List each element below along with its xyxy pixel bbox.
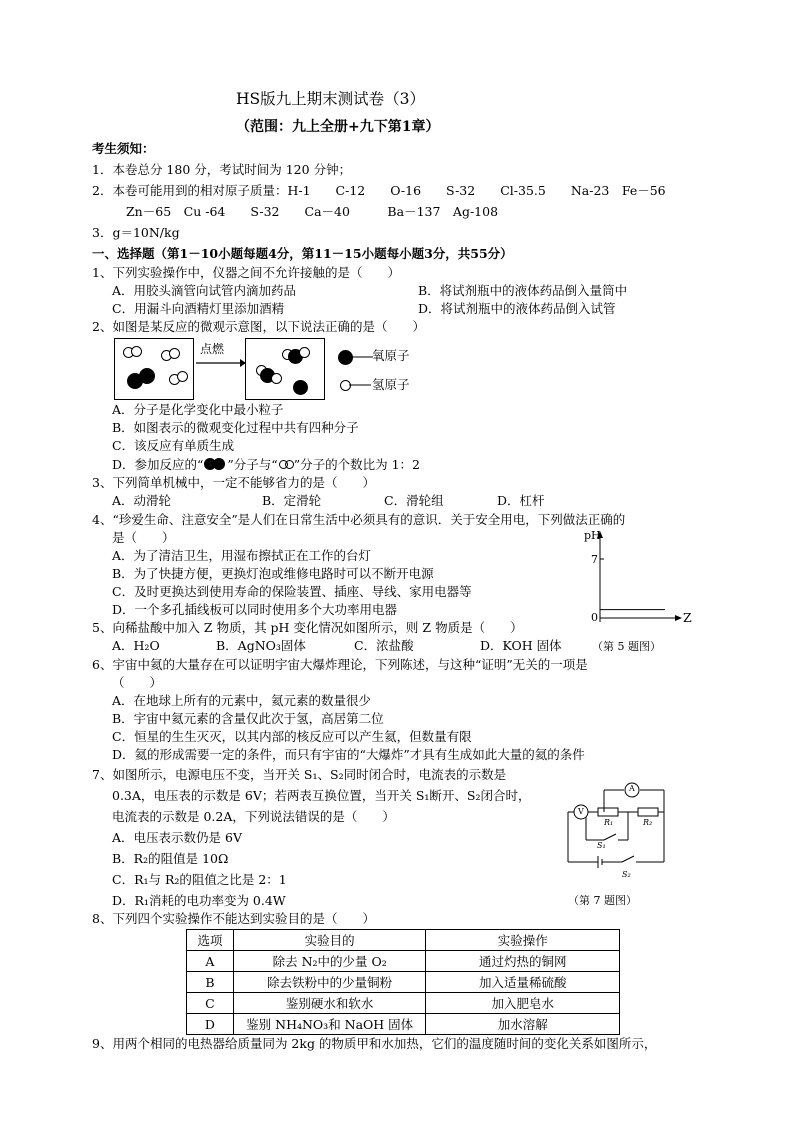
- page-title: HS版九上期末测试卷（3）: [236, 90, 425, 108]
- option-d-text: D．参加反应的“: [112, 457, 204, 472]
- legend-line: [349, 383, 371, 387]
- table-cell: 鉴别 NH₄NO₃和 NaOH 固体: [233, 1014, 426, 1035]
- table-cell: B: [187, 972, 234, 993]
- option-a: A．用胶头滴管向试管内滴加药品: [112, 283, 297, 298]
- circuit-caption: （第 7 题图）: [568, 894, 637, 907]
- option-a: A．分子是化学变化中最小粒子: [112, 402, 284, 417]
- reactant-box: [114, 338, 194, 400]
- r2-resistor: [638, 808, 658, 816]
- option-d: D．KOH 固体: [480, 638, 562, 653]
- option-d: [112, 458, 420, 472]
- option-b: B．将试剂瓶中的液体药品倒入量筒中: [418, 283, 628, 298]
- question-stem: 2、如图是某反应的微观示意图，以下说法正确的是（ ）: [92, 319, 425, 334]
- question-stem-cont: （ ）: [112, 675, 163, 690]
- arrow-icon: [194, 355, 246, 369]
- question-stem-cont: 是（ ）: [112, 530, 175, 545]
- option-b: B．宇宙中氦元素的含量仅此次于氢，高居第二位: [112, 711, 384, 726]
- question-stem: 7、如图所示，电源电压不变，当开关 S₁、S₂同时闭合时，电流表的示数是: [92, 767, 507, 782]
- option-b: B．R₂的阻值是 10Ω: [112, 851, 229, 866]
- voltmeter-label: V: [578, 807, 584, 816]
- table-row: [187, 1014, 620, 1035]
- section-heading: 一、选择题（第1－10小题每题4分，第11－15小题每小题3分，共55分）: [92, 246, 513, 261]
- option-c: C．该反应有单质生成: [112, 438, 235, 453]
- question-stem: 1、下列实验操作中，仪器之间不允许接触的是（ ）: [92, 265, 400, 280]
- table-cell: 加入适量稀硫酸: [426, 972, 620, 993]
- ph-y-label: pH: [584, 529, 601, 542]
- option-c: C．滑轮组: [384, 493, 444, 508]
- table-header: 实验操作: [426, 930, 620, 951]
- table-cell: 加水溶解: [426, 1014, 620, 1035]
- hydrogen-atom-icon: [131, 346, 142, 357]
- ammeter-label: A: [629, 784, 635, 793]
- option-d-text: ”分子的个数比为 1：2: [293, 457, 420, 472]
- option-c: C．恒星的生生灭灭，以其内部的核反应可以产生氦，但数量有限: [112, 729, 472, 744]
- hydrogen-molecule-icon: [278, 460, 294, 469]
- option-c: C．及时更换达到使用寿命的保险装置、插座、导线、家用电器等: [112, 584, 472, 599]
- table-cell: 除去铁粉中的少量铜粉: [233, 972, 426, 993]
- option-c: C．用漏斗向酒精灯里添加酒精: [112, 301, 285, 316]
- option-d: D．将试剂瓶中的液体药品倒入试管: [418, 301, 616, 316]
- table-header-row: [187, 930, 620, 951]
- option-d: D．杠杆: [497, 493, 545, 508]
- question-stem-cont: 0.3A，电压表的示数是 6V；若两表互换位置，当开关 S₁断开、S₂闭合时，: [112, 788, 531, 803]
- notice-heading: 考生须知：: [92, 141, 155, 156]
- table-row: [187, 951, 620, 972]
- oxygen-atom-icon: [293, 380, 308, 395]
- circuit-diagram: [564, 778, 684, 870]
- question-stem: 3、下列简单机械中，一定不能够省力的是（ ）: [92, 475, 375, 490]
- option-b: B．为了快捷方便，更换灯泡或维修电路时可以不断开电源: [112, 566, 434, 581]
- page-subtitle: （范围：九上全册+九下第1章）: [236, 119, 440, 135]
- option-c: C．R₁与 R₂的阻值之比是 2：1: [112, 872, 287, 887]
- option-b: B．如图表示的微观变化过程中共有四种分子: [112, 420, 359, 435]
- question-stem-cont: 电流表的示数是 0.2A，下列说法错误的是（ ）: [112, 809, 395, 824]
- option-d-text: ”分子与“: [227, 457, 278, 472]
- table-cell: A: [187, 951, 234, 972]
- option-c: C．浓盐酸: [354, 638, 414, 653]
- question-stem: 8、下列四个实验操作不能达到实验目的是（ ）: [92, 911, 375, 926]
- question-stem: 4、“珍爱生命、注意安全”是人们在日常生活中必须具有的意识．关于安全用电，下列做法正确的: [92, 512, 626, 527]
- notice-item: 3．g＝10N/kg: [92, 225, 180, 240]
- x-axis-arrow: [675, 615, 682, 621]
- oxygen-molecule-icon: [203, 458, 227, 470]
- legend-hydrogen-label: 氢原子: [372, 377, 410, 392]
- option-a: A．电压表示数仍是 6V: [112, 830, 242, 845]
- r1-resistor: [598, 808, 618, 816]
- s2-label: S₂: [622, 870, 631, 879]
- option-d: D．一个多孔插线板可以同时使用多个大功率用电器: [112, 602, 398, 617]
- table-cell: 除去 N₂中的少量 O₂: [233, 951, 426, 972]
- ph-origin: 0: [591, 611, 598, 624]
- arrow-label: 点燃: [200, 342, 225, 356]
- legend-oxygen-label: 氧原子: [372, 348, 410, 363]
- table-row: [187, 972, 620, 993]
- notice-item: 2．本卷可能用到的相对原子质量：H-1 C-12 O-16 S-32 Cl-35.5 Na-23 Fe－56: [92, 183, 666, 198]
- table-cell: 鉴别硬水和软水: [233, 993, 426, 1014]
- table-cell: D: [187, 1014, 234, 1035]
- table-header: 选项: [187, 930, 234, 951]
- option-a: A．H₂O: [112, 638, 160, 653]
- s1-label: S₁: [597, 841, 606, 850]
- option-b: B．AgNO₃固体: [216, 638, 306, 653]
- legend-line: [351, 355, 373, 359]
- notice-item: 1．本卷总分 180 分，考试时间为 120 分钟；: [92, 162, 352, 177]
- option-d: D．R₁消耗的电功率变为 0.4W: [112, 893, 286, 908]
- question-stem: 6、宇宙中氦的大量存在可以证明宇宙大爆炸理论，下列陈述，与这种“证明”无关的一项是: [92, 657, 588, 672]
- experiment-table: [186, 929, 620, 1035]
- oxygen-atom-icon: [139, 368, 155, 384]
- hydrogen-atom-icon: [271, 373, 282, 384]
- ph-x-label: Z: [683, 610, 692, 625]
- table-cell: C: [187, 993, 234, 1014]
- notice-item: Zn－65 Cu -64 S-32 Ca－40 Ba－137 Ag-108: [126, 204, 499, 219]
- r2-label: R₂: [643, 818, 653, 827]
- hydrogen-atom-icon: [177, 371, 188, 382]
- hydrogen-atom-icon: [169, 348, 180, 359]
- option-a: A．为了清洁卫生，用湿布擦拭正在工作的台灯: [112, 548, 372, 563]
- ph-chart-caption: （第 5 题图）: [592, 640, 661, 653]
- table-header: 实验目的: [233, 930, 426, 951]
- table-row: [187, 993, 620, 1014]
- table-cell: 加入肥皂水: [426, 993, 620, 1014]
- option-a: A．动滑轮: [112, 493, 172, 508]
- option-d: D．氦的形成需要一定的条件，而只有宇宙的“大爆炸”才具有生成如此大量的氦的条件: [112, 747, 585, 762]
- table-cell: 通过灼热的铜网: [426, 951, 620, 972]
- option-b: B．定滑轮: [262, 493, 322, 508]
- r1-label: R₁: [604, 818, 614, 827]
- product-box: [245, 338, 325, 400]
- question-stem: 5、向稀盐酸中加入 Z 物质，其 pH 变化情况如图所示，则 Z 物质是（ ）: [92, 620, 523, 635]
- hydrogen-atom-icon: [299, 347, 310, 358]
- option-a: A．在地球上所有的元素中，氦元素的数量很少: [112, 693, 372, 708]
- question-stem: 9、用两个相同的电热器给质量同为 2kg 的物质甲和水加热，它们的温度随时间的变化关系如图所示，: [92, 1036, 657, 1051]
- ph-tick-7: 7: [591, 553, 598, 566]
